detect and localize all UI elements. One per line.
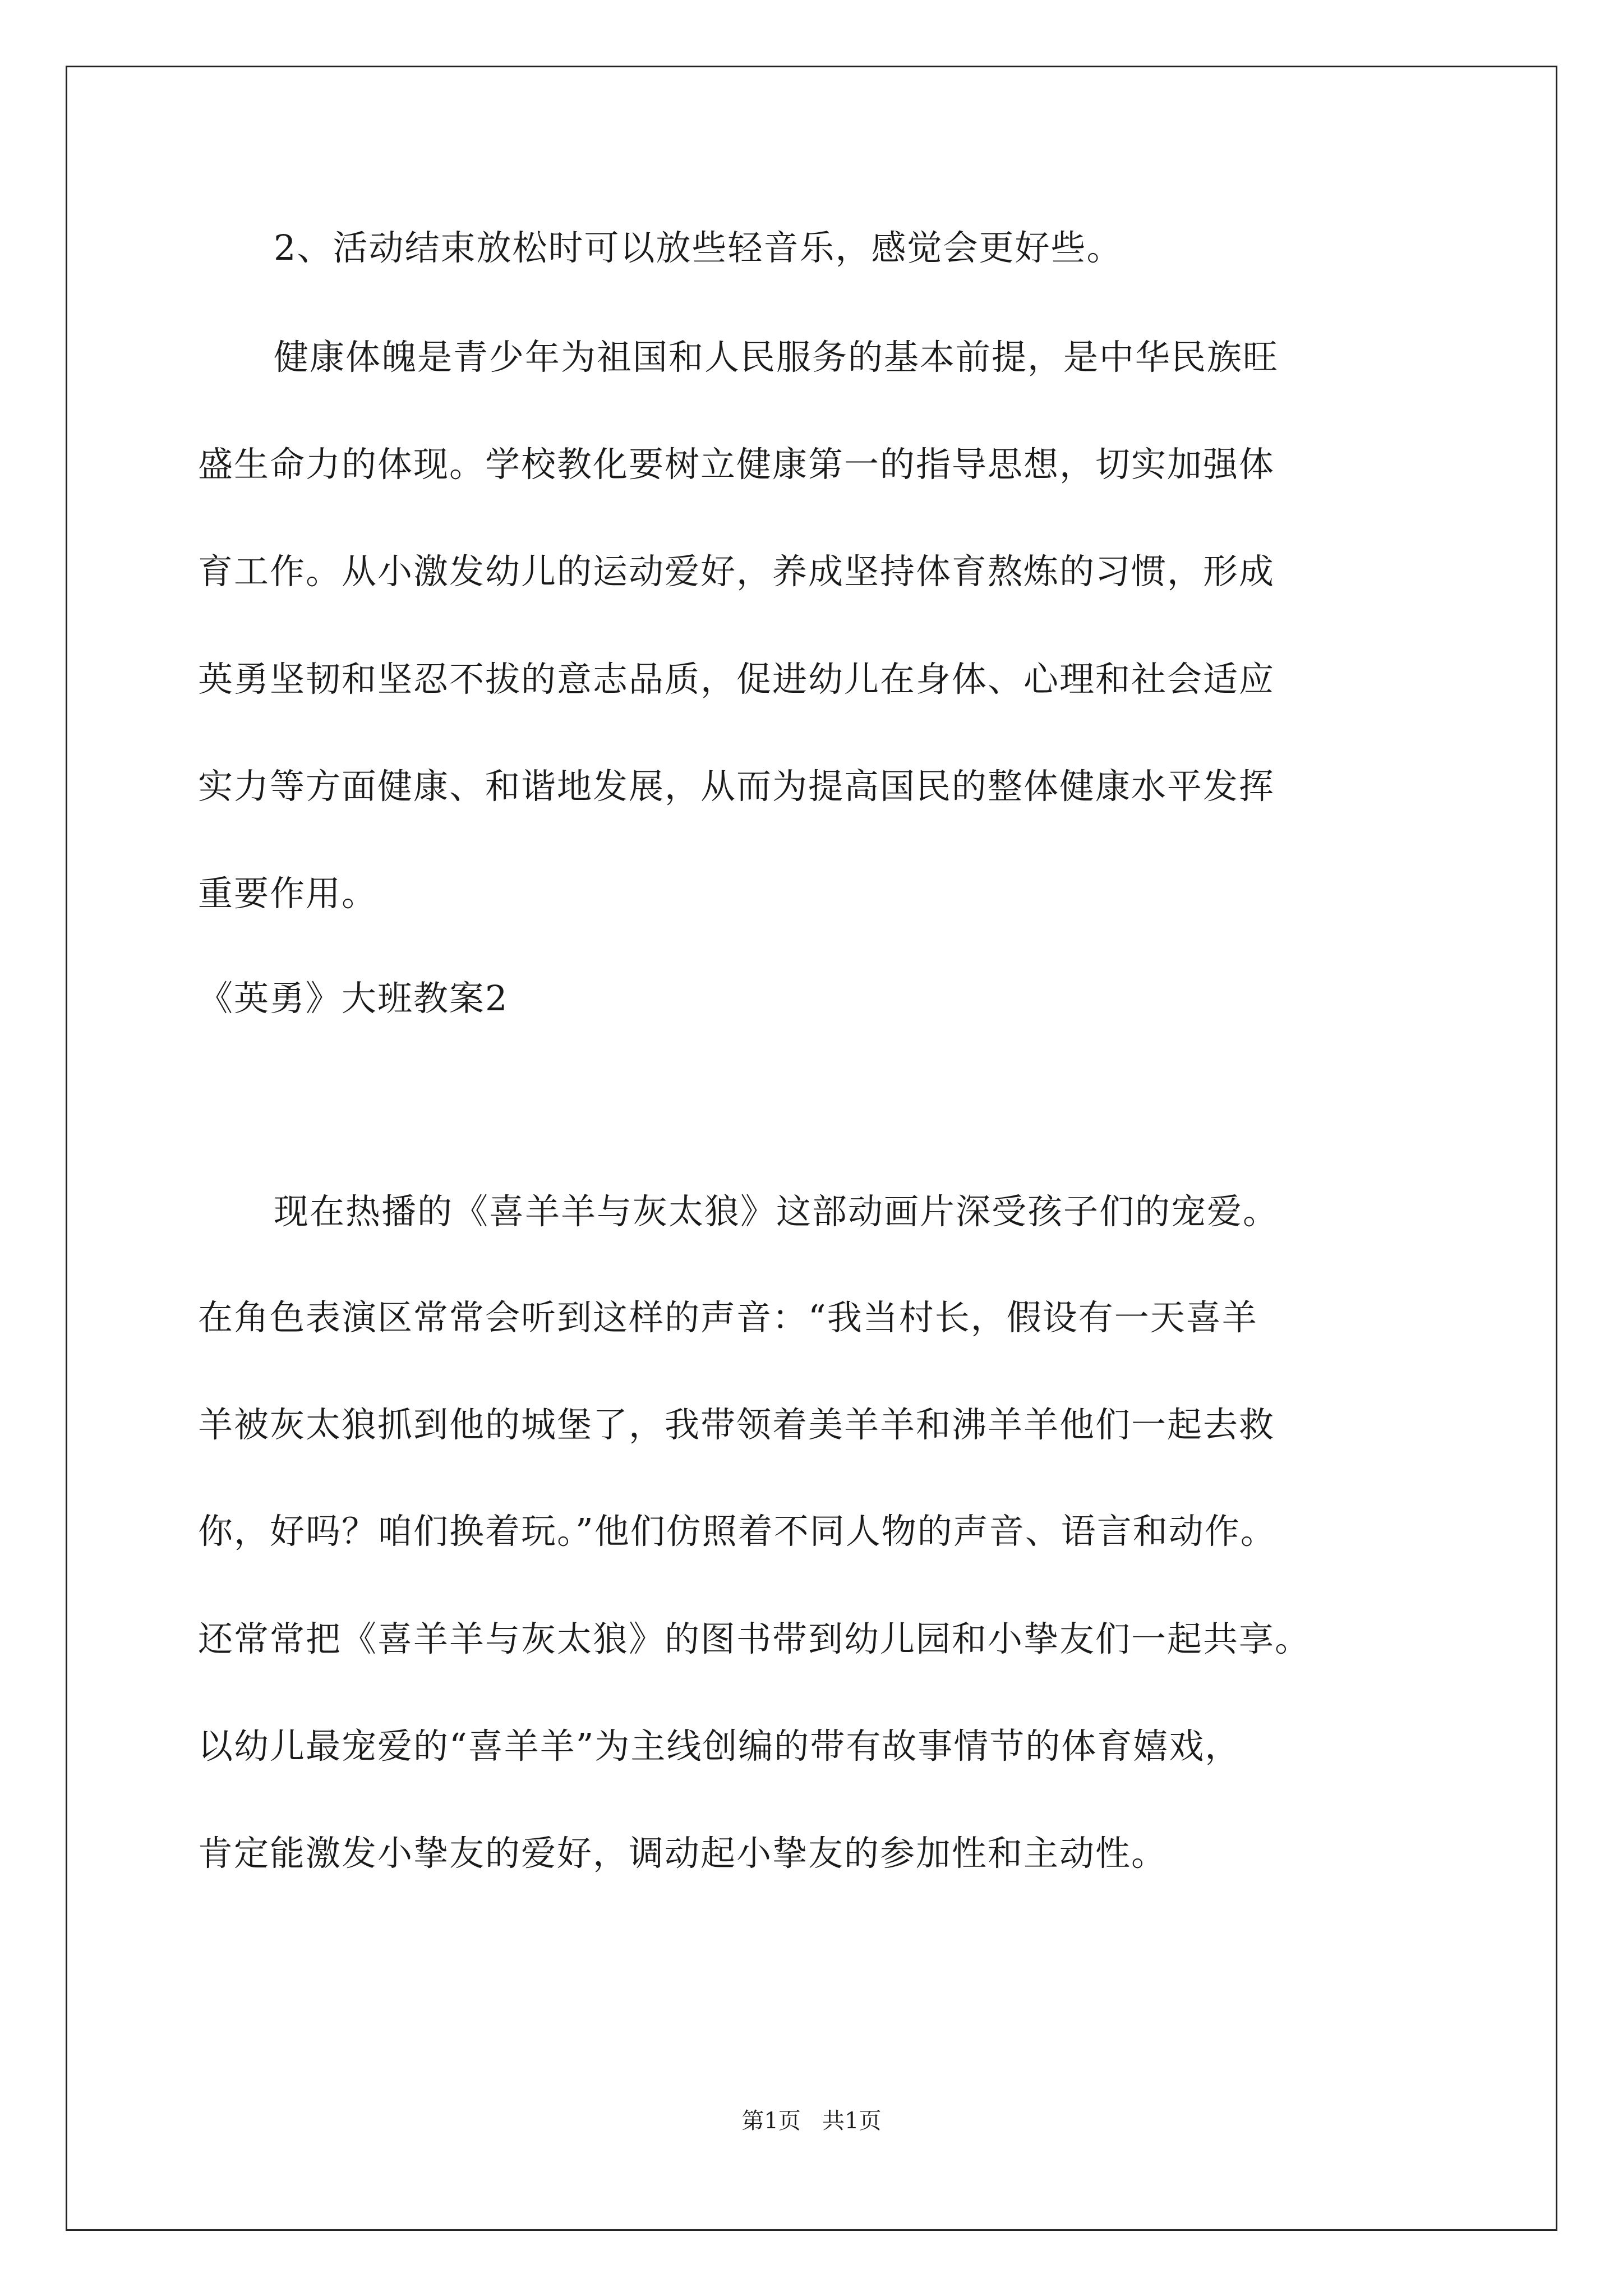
page-border xyxy=(66,66,1557,2231)
paragraph-line: 2、活动结束放松时可以放些轻音乐，感觉会更好些。 xyxy=(274,227,1123,268)
paragraph-line: 育工作。从小激发幼儿的运动爱好，养成坚持体育熬炼的习惯，形成 xyxy=(198,551,1275,592)
paragraph-line: 羊被灰太狼抓到他的城堡了，我带领着美羊羊和沸羊羊他们一起去救 xyxy=(198,1404,1275,1445)
paragraph-line: 你，好吗？咱们换着玩。”他们仿照着不同人物的声音、语言和动作。 xyxy=(198,1511,1276,1552)
paragraph-line: 重要作用。 xyxy=(198,873,378,914)
paragraph-line: 以幼儿最宠爱的“喜羊羊”为主线创编的带有故事情节的体育嬉戏， xyxy=(198,1726,1241,1766)
page-footer: 第1页 共1页 xyxy=(741,2108,882,2134)
paragraph-line: 英勇坚韧和坚忍不拔的意志品质，促进幼儿在身体、心理和社会适应 xyxy=(198,659,1275,700)
paragraph-line: 在角色表演区常常会听到这样的声音：“我当村长，假设有一天喜羊 xyxy=(198,1297,1258,1338)
paragraph-line: 盛生命力的体现。学校教化要树立健康第一的指导思想，切实加强体 xyxy=(198,444,1275,485)
paragraph-line: 健康体魄是青少年为祖国和人民服务的基本前提，是中华民族旺 xyxy=(274,337,1279,378)
paragraph-line: 实力等方面健康、和谐地发展，从而为提高国民的整体健康水平发挥 xyxy=(198,766,1275,807)
section-heading: 《英勇》大班教案2 xyxy=(198,978,509,1019)
paragraph-line: 还常常把《喜羊羊与灰太狼》的图书带到幼儿园和小挚友们一起共享。 xyxy=(198,1618,1311,1659)
paragraph-line: 现在热播的《喜羊羊与灰太狼》这部动画片深受孩子们的宠爱。 xyxy=(274,1191,1279,1232)
paragraph-line: 肯定能激发小挚友的爱好，调动起小挚友的参加性和主动性。 xyxy=(198,1833,1168,1874)
